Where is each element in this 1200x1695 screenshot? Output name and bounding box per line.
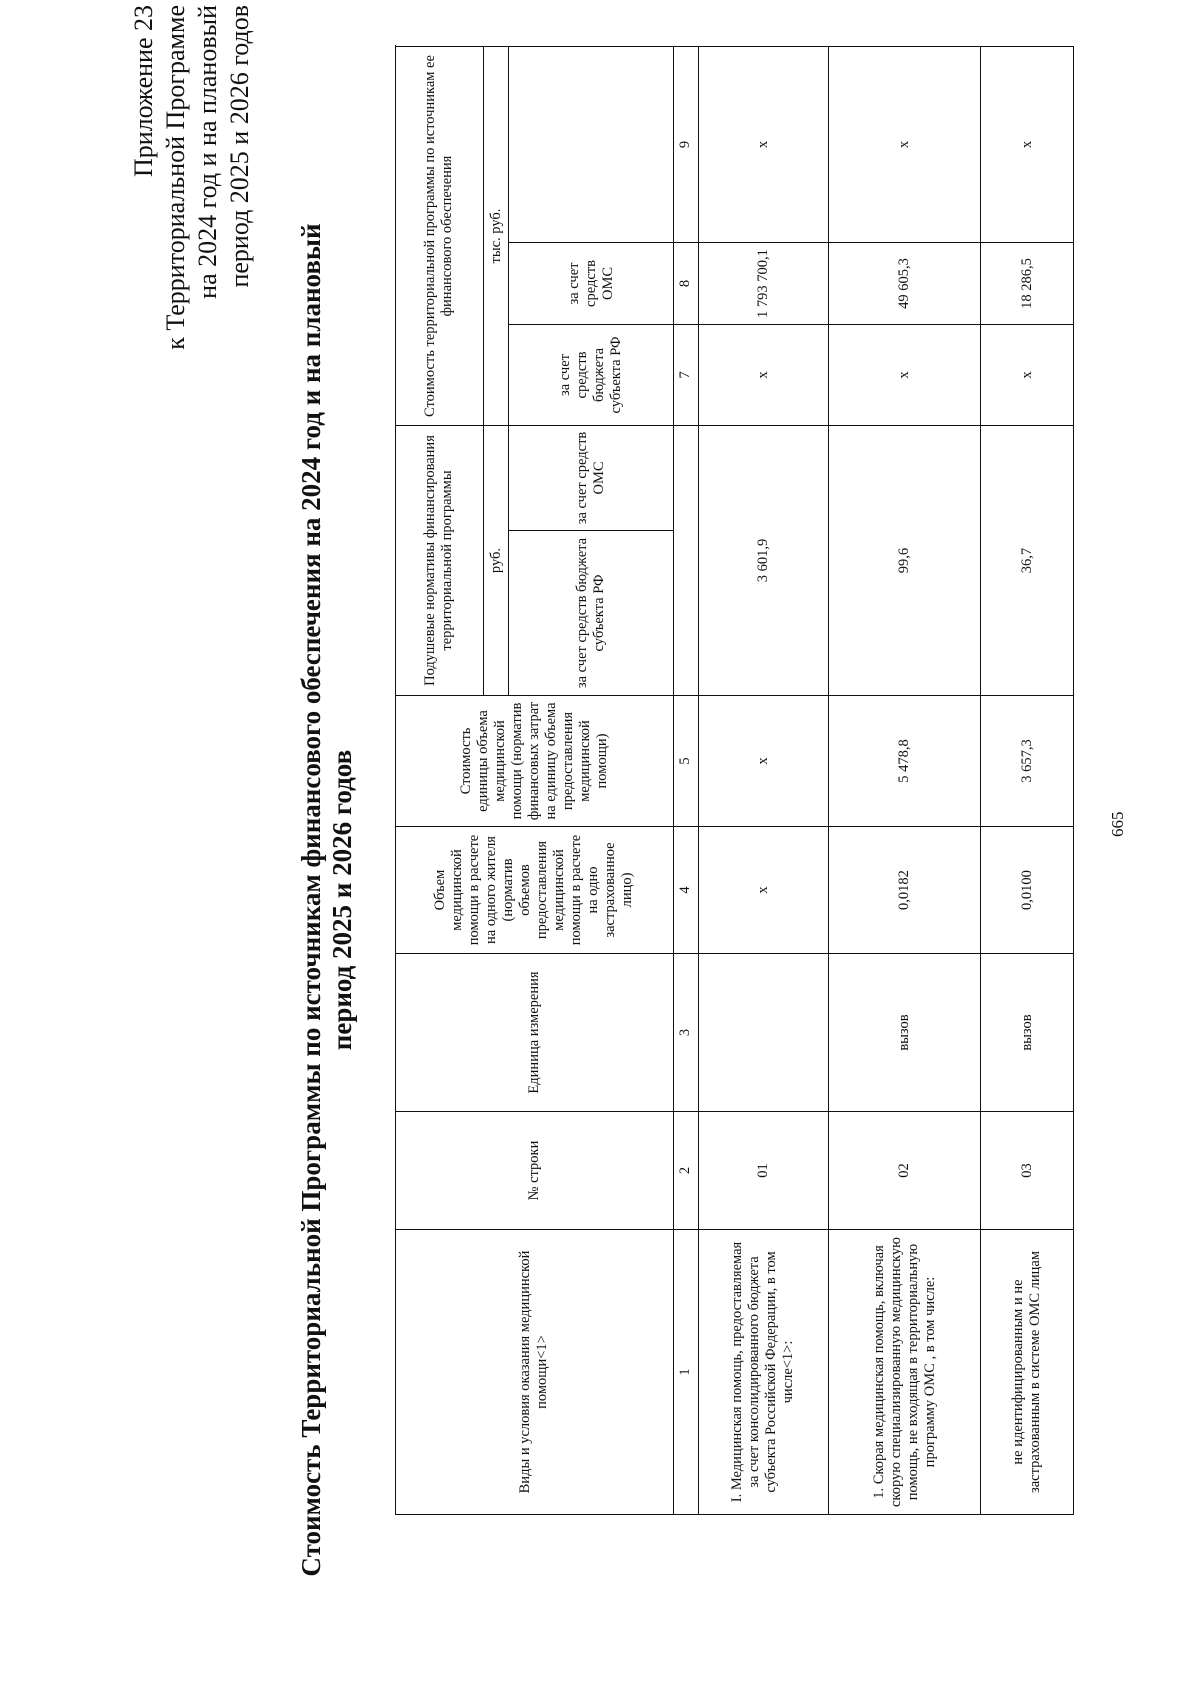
row-unit: вызов: [981, 954, 1074, 1112]
table-row: [699, 47, 829, 1515]
header-per-capita-oms: за счет средств ОМС: [509, 426, 673, 531]
row-name: I. Медицинская помощь, предоставляемая за счет консолидированного бюджета субъекта Российской Федерации, в том числе<1>:: [699, 1230, 829, 1515]
row-name: 1. Скорая медицинская помощь, включая скорую специализированную медицинскую помощь, не входящая в территориальную программу ОМС , в том числе:: [828, 1230, 981, 1515]
row-number: 01: [699, 1112, 829, 1230]
header-cost: Стоимость территориальной программы по источникам ее финансового обеспечения: [396, 47, 484, 426]
column-number: 7: [673, 325, 698, 426]
table-row: [981, 47, 1074, 1515]
appendix-line: на 2024 год и на плановый: [193, 5, 222, 299]
row-volume: 0,0182: [828, 827, 981, 954]
header-unit-cost: Стоимость единицы объема медицинской помощи (норматив финансовых затрат на единицу объема предоставления медицинской помощи): [396, 696, 674, 827]
row-unit: [699, 954, 829, 1112]
header-cost-unit: тыс. руб.: [483, 47, 508, 426]
row-number: 03: [981, 1112, 1074, 1230]
title-line: период 2025 и 2026 годов: [327, 749, 357, 1051]
table-row: [828, 47, 981, 1515]
column-number: 3: [673, 954, 698, 1112]
header-volume: Объем медицинской помощи в расчете на одного жителя (норматив объемов предоставления медицинской помощи в расчете на одно застрахованное лицо): [396, 827, 674, 954]
row-unit: вызов: [828, 954, 981, 1112]
row-unit-cost: 3 657,3: [981, 696, 1074, 827]
document-title: [296, 175, 358, 1625]
column-number: 2: [673, 1112, 698, 1230]
column-number: 9: [673, 47, 698, 243]
header-row-number: № строки: [396, 1112, 674, 1230]
row-per-capita-budget: 99,6: [828, 426, 981, 696]
row-volume: х: [699, 827, 829, 954]
appendix-line: к Территориальной Программе: [161, 5, 190, 350]
row-cost-oms: х: [981, 47, 1074, 243]
header-types: Виды и условия оказания медицинской помощи<1>: [396, 1230, 674, 1515]
row-per-capita-oms: х: [981, 325, 1074, 426]
column-number: [673, 426, 698, 696]
row-cost-budget: 49 605,3: [828, 243, 981, 325]
column-number: 4: [673, 827, 698, 954]
appendix-line: период 2025 и 2026 годов: [225, 5, 254, 288]
header-unit: Единица измерения: [396, 954, 674, 1112]
row-per-capita-oms: х: [699, 325, 829, 426]
page-number: 665: [1108, 811, 1127, 837]
header-per-capita-unit: руб.: [483, 426, 508, 696]
title-line: Стоимость Территориальной Программы по источникам финансового обеспечения на 2024 год и на плановый: [296, 223, 326, 1577]
row-unit-cost: 5 478,8: [828, 696, 981, 827]
column-number: 8: [673, 243, 698, 325]
row-cost-oms: х: [828, 47, 981, 243]
header-cost-oms: за счет средств ОМС: [509, 243, 673, 325]
column-number-row: [673, 47, 698, 1515]
column-number: 1: [673, 1230, 698, 1515]
row-cost-budget: 18 286,5: [981, 243, 1074, 325]
header-per-capita: Подушевые нормативы финансирования территориальной программы: [396, 426, 484, 696]
row-unit-cost: х: [699, 696, 829, 827]
column-number: 5: [673, 696, 698, 827]
row-volume: 0,0100: [981, 827, 1074, 954]
row-cost-budget: 1 793 700,1: [699, 243, 829, 325]
row-per-capita-oms: х: [828, 325, 981, 426]
header-cost-budget: за счет средств бюджета субъекта РФ: [509, 325, 673, 426]
row-per-capita-budget: 36,7: [981, 426, 1074, 696]
appendix-note: [128, 5, 256, 565]
appendix-line: Приложение 23: [129, 5, 158, 178]
row-per-capita-budget: 3 601,9: [699, 426, 829, 696]
cost-table: [395, 46, 1074, 1515]
row-name: не идентифицированным и не застрахованным в системе ОМС лицам: [981, 1230, 1074, 1515]
row-cost-oms: х: [699, 47, 829, 243]
header-per-capita-budget: за счет средств бюджета субъекта РФ: [509, 531, 673, 696]
row-number: 02: [828, 1112, 981, 1230]
